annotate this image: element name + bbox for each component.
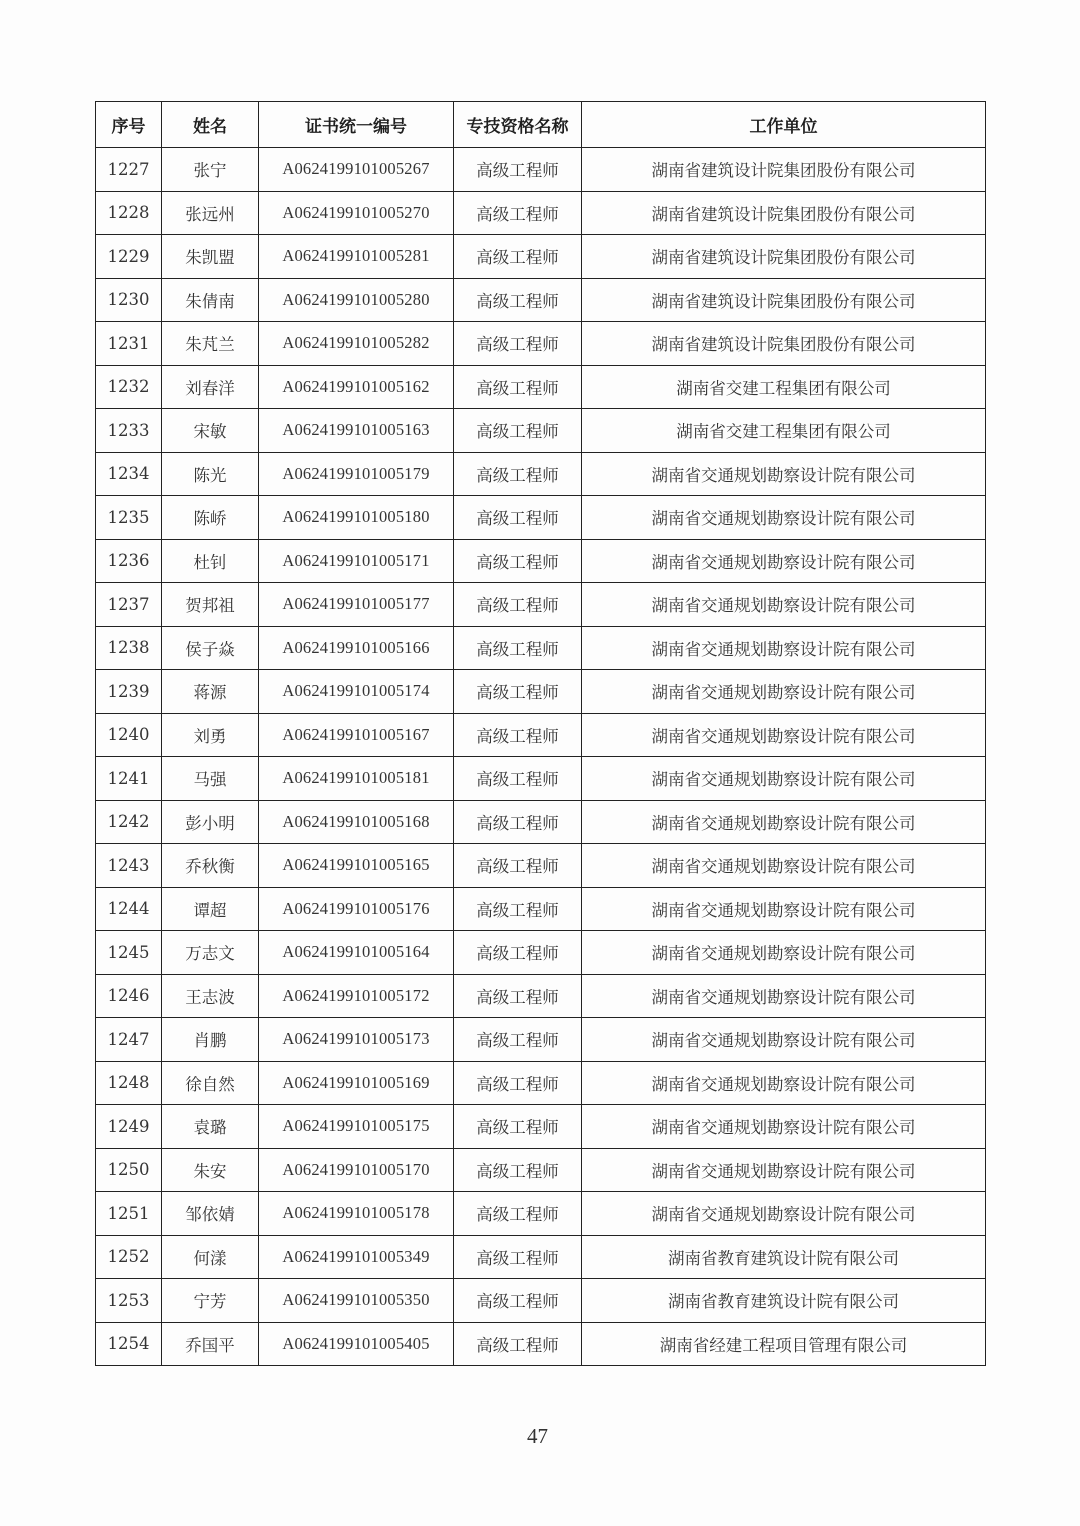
cell-name: 陈峤 xyxy=(162,496,259,540)
table-row xyxy=(96,757,986,801)
cell-unit: 湖南省建筑设计院集团股份有限公司 xyxy=(582,322,986,366)
cell-seq: 1239 xyxy=(96,670,162,714)
cell-unit: 湖南省交通规划勘察设计院有限公司 xyxy=(582,1105,986,1149)
cell-seq: 1235 xyxy=(96,496,162,540)
cell-cert: A0624199101005175 xyxy=(259,1105,454,1149)
cell-name: 宁芳 xyxy=(162,1279,259,1323)
cell-seq: 1238 xyxy=(96,626,162,670)
cell-seq: 1227 xyxy=(96,148,162,192)
cell-cert: A0624199101005162 xyxy=(259,365,454,409)
cell-cert: A0624199101005181 xyxy=(259,757,454,801)
page-number: 47 xyxy=(527,1424,548,1448)
cell-unit: 湖南省交通规划勘察设计院有限公司 xyxy=(582,713,986,757)
cell-name: 张远州 xyxy=(162,191,259,235)
cell-qual: 高级工程师 xyxy=(454,539,582,583)
table-row xyxy=(96,844,986,888)
cell-name: 乔秋衡 xyxy=(162,844,259,888)
cell-name: 杜钊 xyxy=(162,539,259,583)
cell-cert: A0624199101005167 xyxy=(259,713,454,757)
cell-name: 朱凯盟 xyxy=(162,235,259,279)
header-cert: 证书统一编号 xyxy=(259,102,454,148)
cell-cert: A0624199101005166 xyxy=(259,626,454,670)
cell-name: 马强 xyxy=(162,757,259,801)
cell-seq: 1246 xyxy=(96,974,162,1018)
table-row xyxy=(96,452,986,496)
cell-cert: A0624199101005176 xyxy=(259,887,454,931)
cell-name: 肖鹏 xyxy=(162,1018,259,1062)
table-header-row xyxy=(96,102,986,148)
cell-cert: A0624199101005178 xyxy=(259,1192,454,1236)
cell-name: 乔国平 xyxy=(162,1322,259,1366)
cell-unit: 湖南省交通规划勘察设计院有限公司 xyxy=(582,496,986,540)
table-row xyxy=(96,1148,986,1192)
cell-name: 侯子焱 xyxy=(162,626,259,670)
table-row xyxy=(96,278,986,322)
table-row xyxy=(96,931,986,975)
cell-cert: A0624199101005163 xyxy=(259,409,454,453)
qualification-table xyxy=(95,101,986,1366)
cell-unit: 湖南省交通规划勘察设计院有限公司 xyxy=(582,1061,986,1105)
cell-qual: 高级工程师 xyxy=(454,235,582,279)
cell-unit: 湖南省交通规划勘察设计院有限公司 xyxy=(582,1018,986,1062)
cell-qual: 高级工程师 xyxy=(454,365,582,409)
table-row xyxy=(96,1322,986,1366)
cell-qual: 高级工程师 xyxy=(454,844,582,888)
cell-cert: A0624199101005169 xyxy=(259,1061,454,1105)
cell-qual: 高级工程师 xyxy=(454,278,582,322)
cell-unit: 湖南省建筑设计院集团股份有限公司 xyxy=(582,148,986,192)
table-row xyxy=(96,1105,986,1149)
cell-name: 邹依婧 xyxy=(162,1192,259,1236)
cell-unit: 湖南省教育建筑设计院有限公司 xyxy=(582,1279,986,1323)
cell-unit: 湖南省交通规划勘察设计院有限公司 xyxy=(582,887,986,931)
table-row xyxy=(96,365,986,409)
cell-name: 彭小明 xyxy=(162,800,259,844)
cell-name: 徐自然 xyxy=(162,1061,259,1105)
table-row xyxy=(96,583,986,627)
cell-seq: 1234 xyxy=(96,452,162,496)
cell-cert: A0624199101005350 xyxy=(259,1279,454,1323)
cell-qual: 高级工程师 xyxy=(454,757,582,801)
cell-seq: 1229 xyxy=(96,235,162,279)
cell-name: 蒋源 xyxy=(162,670,259,714)
cell-qual: 高级工程师 xyxy=(454,931,582,975)
cell-cert: A0624199101005281 xyxy=(259,235,454,279)
cell-cert: A0624199101005180 xyxy=(259,496,454,540)
cell-name: 朱芃兰 xyxy=(162,322,259,366)
cell-seq: 1254 xyxy=(96,1322,162,1366)
cell-name: 王志波 xyxy=(162,974,259,1018)
cell-name: 刘勇 xyxy=(162,713,259,757)
cell-unit: 湖南省交通规划勘察设计院有限公司 xyxy=(582,974,986,1018)
cell-seq: 1240 xyxy=(96,713,162,757)
cell-unit: 湖南省教育建筑设计院有限公司 xyxy=(582,1235,986,1279)
table-row xyxy=(96,974,986,1018)
cell-qual: 高级工程师 xyxy=(454,191,582,235)
cell-qual: 高级工程师 xyxy=(454,1061,582,1105)
cell-unit: 湖南省建筑设计院集团股份有限公司 xyxy=(582,235,986,279)
table-row xyxy=(96,626,986,670)
cell-unit: 湖南省建筑设计院集团股份有限公司 xyxy=(582,191,986,235)
table-row xyxy=(96,1018,986,1062)
cell-cert: A0624199101005270 xyxy=(259,191,454,235)
cell-seq: 1252 xyxy=(96,1235,162,1279)
cell-cert: A0624199101005349 xyxy=(259,1235,454,1279)
cell-qual: 高级工程师 xyxy=(454,800,582,844)
cell-unit: 湖南省交建工程集团有限公司 xyxy=(582,409,986,453)
cell-unit: 湖南省交通规划勘察设计院有限公司 xyxy=(582,539,986,583)
cell-qual: 高级工程师 xyxy=(454,452,582,496)
cell-cert: A0624199101005177 xyxy=(259,583,454,627)
cell-unit: 湖南省交通规划勘察设计院有限公司 xyxy=(582,670,986,714)
cell-seq: 1244 xyxy=(96,887,162,931)
cell-unit: 湖南省交通规划勘察设计院有限公司 xyxy=(582,626,986,670)
table-row xyxy=(96,1235,986,1279)
cell-cert: A0624199101005171 xyxy=(259,539,454,583)
cell-cert: A0624199101005168 xyxy=(259,800,454,844)
cell-seq: 1245 xyxy=(96,931,162,975)
cell-qual: 高级工程师 xyxy=(454,409,582,453)
cell-cert: A0624199101005267 xyxy=(259,148,454,192)
table-row xyxy=(96,887,986,931)
cell-unit: 湖南省交通规划勘察设计院有限公司 xyxy=(582,1192,986,1236)
table-row xyxy=(96,235,986,279)
cell-name: 袁璐 xyxy=(162,1105,259,1149)
cell-qual: 高级工程师 xyxy=(454,887,582,931)
cell-unit: 湖南省建筑设计院集团股份有限公司 xyxy=(582,278,986,322)
cell-qual: 高级工程师 xyxy=(454,626,582,670)
cell-cert: A0624199101005405 xyxy=(259,1322,454,1366)
table-row xyxy=(96,800,986,844)
cell-unit: 湖南省交通规划勘察设计院有限公司 xyxy=(582,583,986,627)
cell-unit: 湖南省交通规划勘察设计院有限公司 xyxy=(582,757,986,801)
cell-name: 朱倩南 xyxy=(162,278,259,322)
cell-seq: 1249 xyxy=(96,1105,162,1149)
cell-seq: 1253 xyxy=(96,1279,162,1323)
cell-qual: 高级工程师 xyxy=(454,1105,582,1149)
cell-qual: 高级工程师 xyxy=(454,1192,582,1236)
cell-cert: A0624199101005164 xyxy=(259,931,454,975)
cell-seq: 1242 xyxy=(96,800,162,844)
table-row xyxy=(96,322,986,366)
cell-cert: A0624199101005170 xyxy=(259,1148,454,1192)
table-row xyxy=(96,670,986,714)
cell-cert: A0624199101005165 xyxy=(259,844,454,888)
table-row xyxy=(96,148,986,192)
cell-qual: 高级工程师 xyxy=(454,670,582,714)
cell-qual: 高级工程师 xyxy=(454,1279,582,1323)
cell-seq: 1232 xyxy=(96,365,162,409)
cell-cert: A0624199101005172 xyxy=(259,974,454,1018)
cell-unit: 湖南省交通规划勘察设计院有限公司 xyxy=(582,844,986,888)
cell-qual: 高级工程师 xyxy=(454,713,582,757)
cell-seq: 1231 xyxy=(96,322,162,366)
cell-name: 陈光 xyxy=(162,452,259,496)
cell-name: 谭超 xyxy=(162,887,259,931)
cell-unit: 湖南省交通规划勘察设计院有限公司 xyxy=(582,931,986,975)
cell-seq: 1243 xyxy=(96,844,162,888)
cell-qual: 高级工程师 xyxy=(454,974,582,1018)
cell-seq: 1230 xyxy=(96,278,162,322)
cell-name: 朱安 xyxy=(162,1148,259,1192)
cell-name: 宋敏 xyxy=(162,409,259,453)
cell-qual: 高级工程师 xyxy=(454,1018,582,1062)
cell-cert: A0624199101005179 xyxy=(259,452,454,496)
header-qual: 专技资格名称 xyxy=(454,102,582,148)
cell-name: 贺邦祖 xyxy=(162,583,259,627)
cell-seq: 1248 xyxy=(96,1061,162,1105)
table-row xyxy=(96,1279,986,1323)
cell-cert: A0624199101005282 xyxy=(259,322,454,366)
cell-seq: 1233 xyxy=(96,409,162,453)
cell-qual: 高级工程师 xyxy=(454,1322,582,1366)
header-seq: 序号 xyxy=(96,102,162,148)
table-row xyxy=(96,713,986,757)
cell-seq: 1228 xyxy=(96,191,162,235)
cell-cert: A0624199101005280 xyxy=(259,278,454,322)
cell-seq: 1237 xyxy=(96,583,162,627)
cell-seq: 1250 xyxy=(96,1148,162,1192)
table-row xyxy=(96,1192,986,1236)
cell-unit: 湖南省交通规划勘察设计院有限公司 xyxy=(582,1148,986,1192)
header-unit: 工作单位 xyxy=(582,102,986,148)
table-row xyxy=(96,496,986,540)
cell-unit: 湖南省交通规划勘察设计院有限公司 xyxy=(582,452,986,496)
cell-name: 万志文 xyxy=(162,931,259,975)
cell-unit: 湖南省交通规划勘察设计院有限公司 xyxy=(582,800,986,844)
cell-qual: 高级工程师 xyxy=(454,1235,582,1279)
cell-qual: 高级工程师 xyxy=(454,496,582,540)
cell-unit: 湖南省经建工程项目管理有限公司 xyxy=(582,1322,986,1366)
table-row xyxy=(96,539,986,583)
table-row xyxy=(96,409,986,453)
header-name: 姓名 xyxy=(162,102,259,148)
cell-name: 张宁 xyxy=(162,148,259,192)
cell-qual: 高级工程师 xyxy=(454,583,582,627)
cell-seq: 1251 xyxy=(96,1192,162,1236)
cell-cert: A0624199101005174 xyxy=(259,670,454,714)
cell-qual: 高级工程师 xyxy=(454,148,582,192)
cell-unit: 湖南省交建工程集团有限公司 xyxy=(582,365,986,409)
cell-qual: 高级工程师 xyxy=(454,322,582,366)
cell-qual: 高级工程师 xyxy=(454,1148,582,1192)
cell-seq: 1241 xyxy=(96,757,162,801)
table-row xyxy=(96,191,986,235)
table-body xyxy=(96,148,986,1366)
table-row xyxy=(96,1061,986,1105)
cell-name: 何漾 xyxy=(162,1235,259,1279)
cell-seq: 1236 xyxy=(96,539,162,583)
cell-seq: 1247 xyxy=(96,1018,162,1062)
cell-name: 刘春洋 xyxy=(162,365,259,409)
cell-cert: A0624199101005173 xyxy=(259,1018,454,1062)
